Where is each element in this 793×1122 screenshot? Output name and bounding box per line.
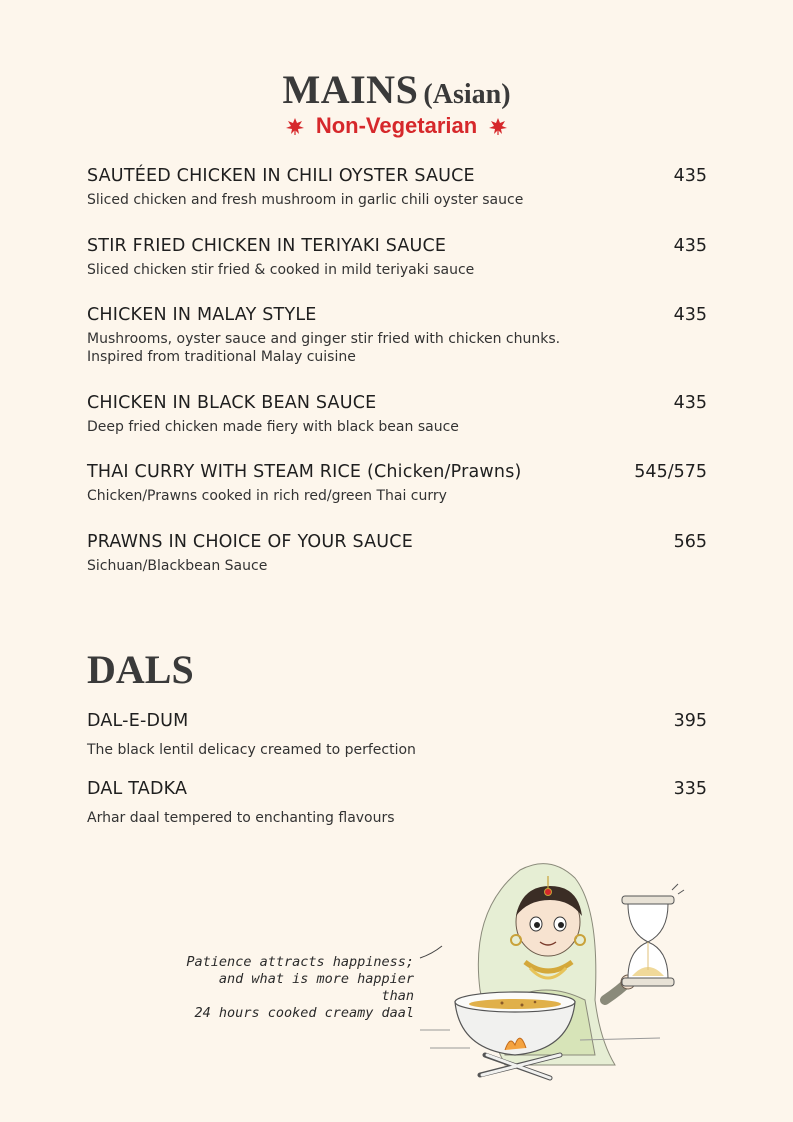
menu-item xyxy=(87,305,707,366)
item-description: Chicken/Prawns cooked in rich red/green Thai curry xyxy=(87,488,447,504)
item-description: Sichuan/Blackbean Sauce xyxy=(87,558,268,574)
item-price: 395 xyxy=(673,711,707,731)
item-description: Sliced chicken and fresh mushroom in garlic chili oyster sauce xyxy=(87,192,524,208)
item-description: The black lentil delicacy creamed to perfection xyxy=(87,742,416,758)
quote-text: Patience attracts happiness; and what is more happier than 24 hours cooked creamy daal xyxy=(186,954,414,1021)
leaf-ornament-icon xyxy=(284,116,306,136)
item-price: 335 xyxy=(673,779,707,799)
item-name: SAUTÉED CHICKEN IN CHILI OYSTER SAUCE xyxy=(87,166,475,186)
item-name: THAI CURRY WITH STEAM RICE (Chicken/Prawns) xyxy=(87,462,522,482)
menu-item xyxy=(87,779,707,827)
item-description: Deep fried chicken made fiery with black bean sauce xyxy=(87,419,459,435)
subtitle: Non-Vegetarian xyxy=(315,113,478,138)
title-main: MAINS xyxy=(282,67,419,112)
item-price: 545/575 xyxy=(634,462,707,482)
menu-item xyxy=(87,236,707,279)
subtitle-row xyxy=(0,113,793,139)
item-description: Sliced chicken stir fried & cooked in mild teriyaki sauce xyxy=(87,262,475,278)
item-price: 435 xyxy=(673,166,707,186)
item-name: CHICKEN IN MALAY STYLE xyxy=(87,305,317,325)
section-title-dals: DALS xyxy=(87,647,194,692)
menu-item xyxy=(87,532,707,575)
item-name: PRAWNS IN CHOICE OF YOUR SAUCE xyxy=(87,532,413,552)
girl-with-hourglass-and-daal-pot-illustration xyxy=(410,850,700,1090)
item-price: 435 xyxy=(673,305,707,325)
item-name: STIR FRIED CHICKEN IN TERIYAKI SAUCE xyxy=(87,236,447,256)
menu-item xyxy=(87,166,707,209)
menu-item xyxy=(87,393,707,436)
menu-item xyxy=(87,462,707,505)
item-description: Arhar daal tempered to enchanting flavours xyxy=(87,810,395,826)
item-price: 435 xyxy=(673,393,707,413)
menu-item xyxy=(87,711,707,759)
item-description: Mushrooms, oyster sauce and ginger stir fried with chicken chunks. Inspired from traditional Malay cuisine xyxy=(87,331,561,365)
header xyxy=(0,66,793,139)
page-title xyxy=(0,66,793,113)
title-suffix: (Asian) xyxy=(423,79,511,110)
item-price: 435 xyxy=(673,236,707,256)
item-name: DAL TADKA xyxy=(87,779,188,799)
item-price: 565 xyxy=(673,532,707,552)
leaf-ornament-icon xyxy=(487,116,509,136)
item-name: DAL-E-DUM xyxy=(87,711,189,731)
item-name: CHICKEN IN BLACK BEAN SAUCE xyxy=(87,393,377,413)
